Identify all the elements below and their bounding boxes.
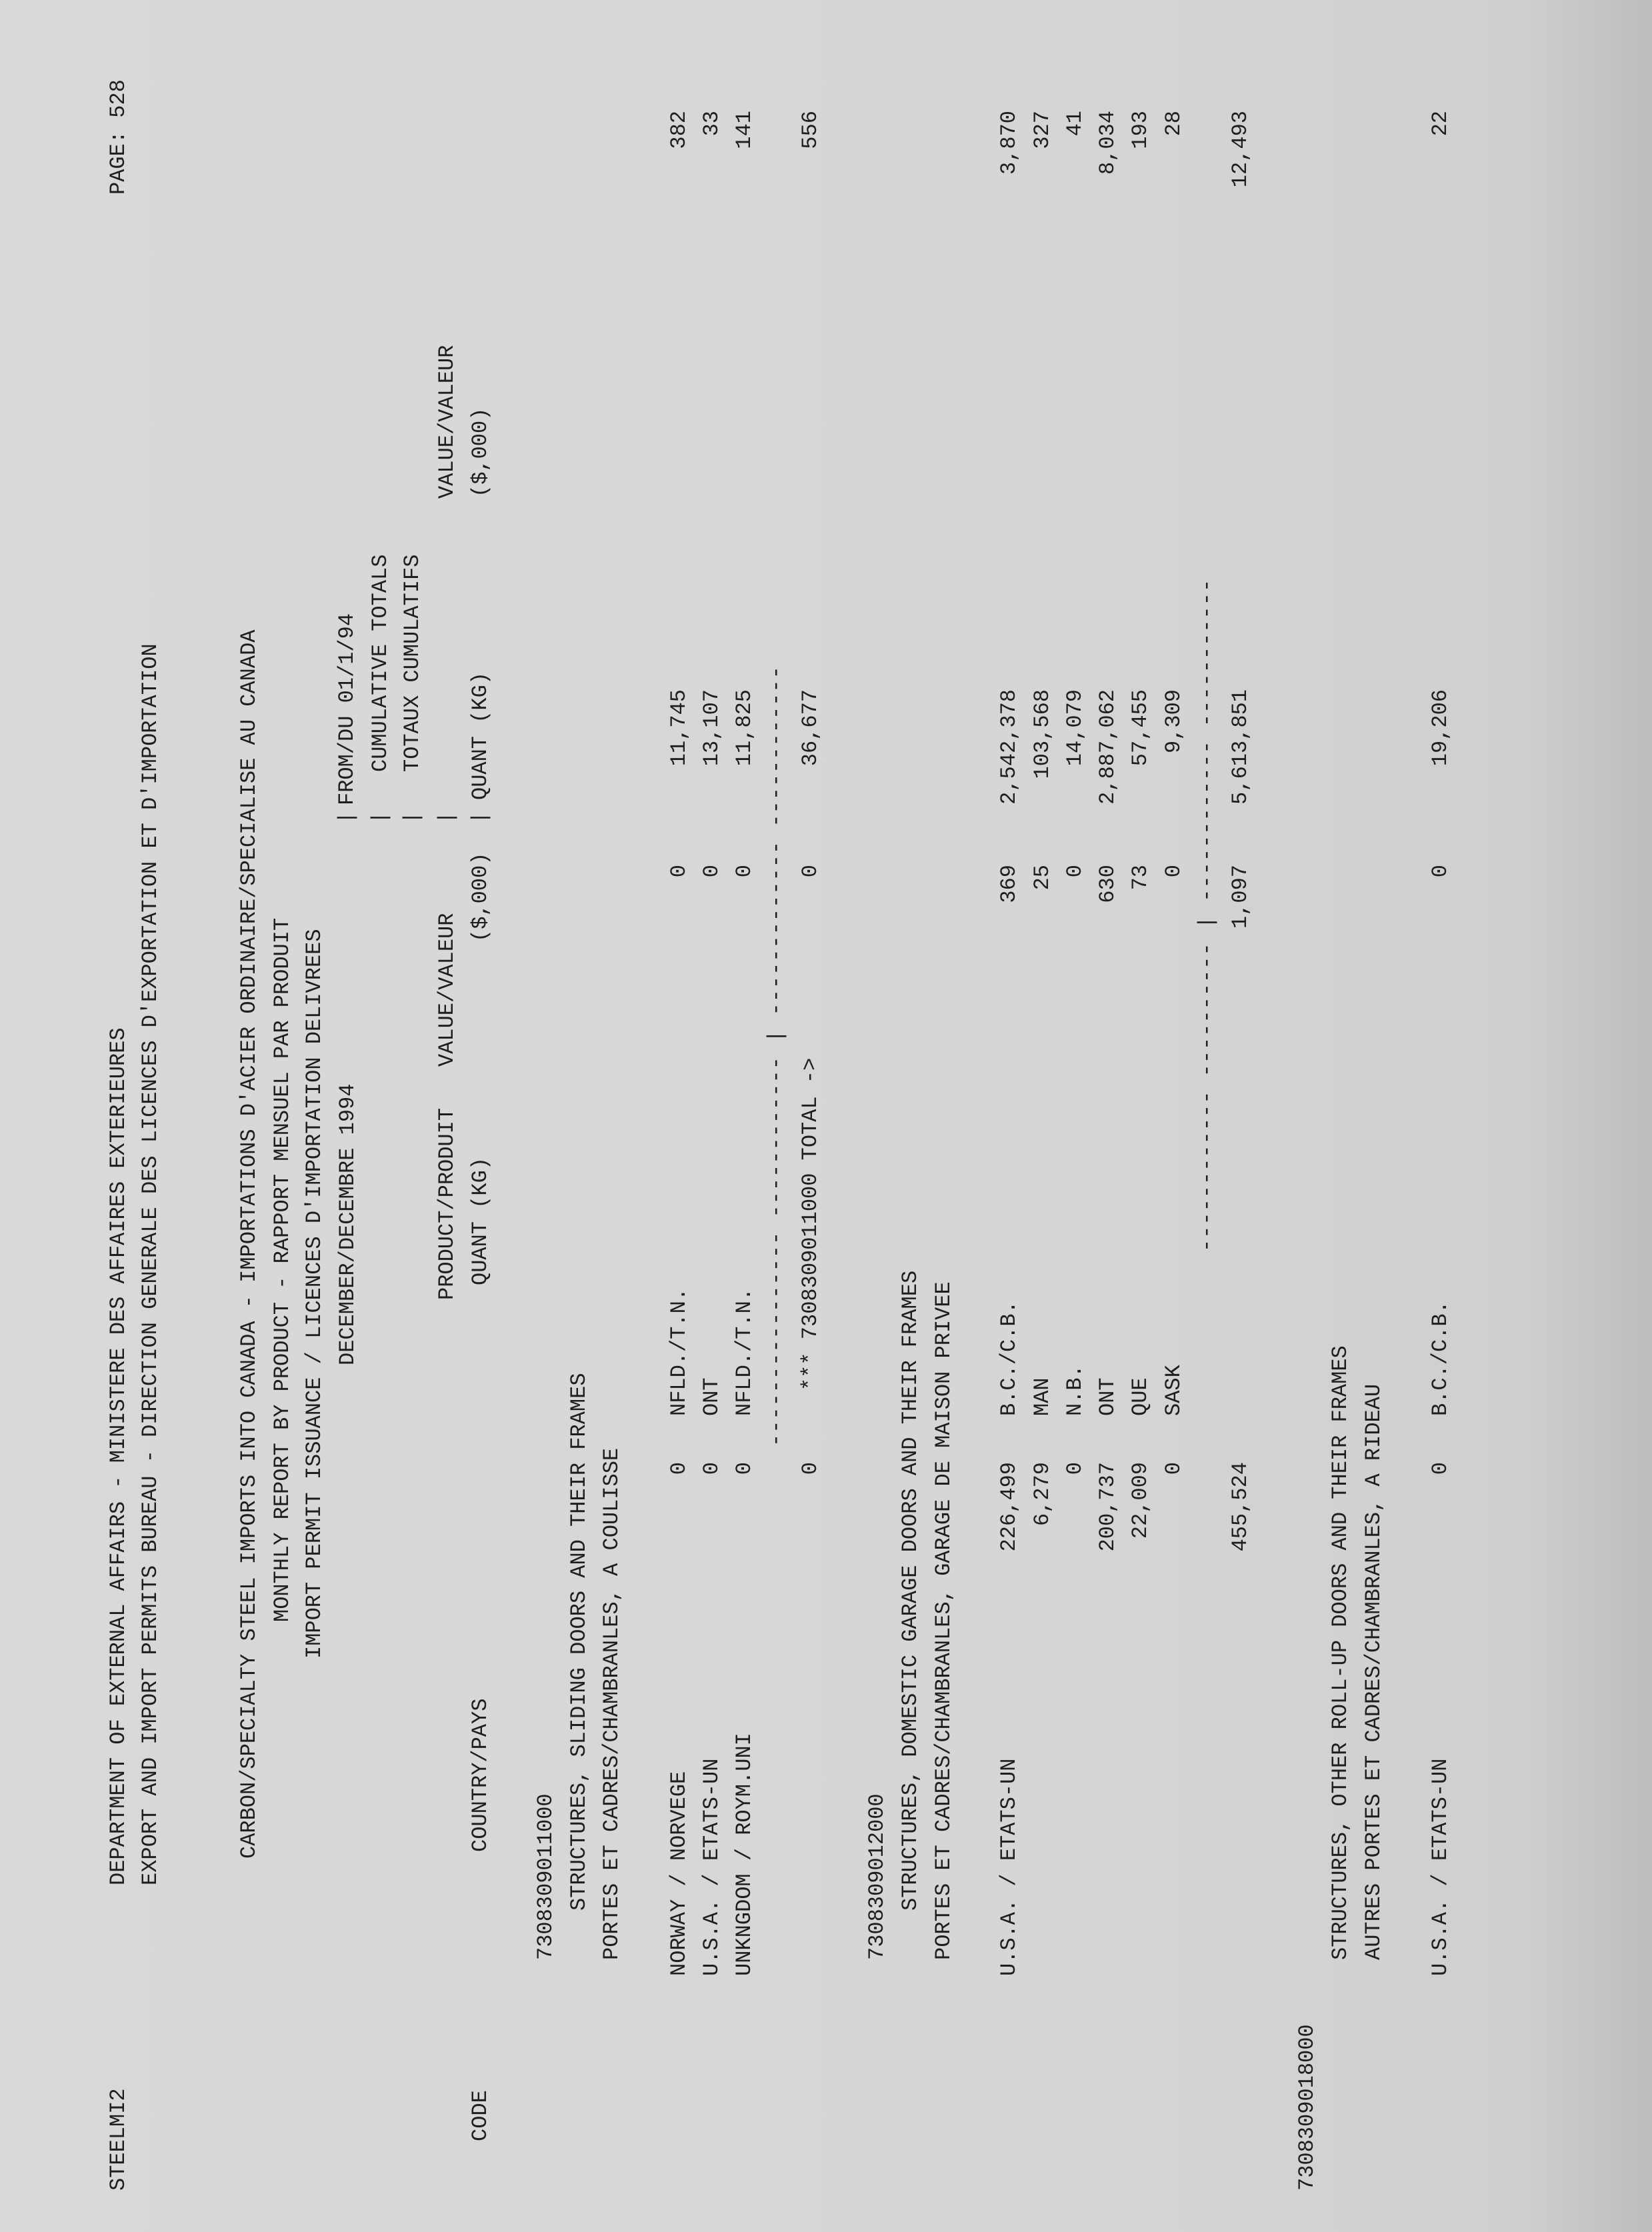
total-value: 0 [798, 865, 823, 878]
total-separator: ---------------- ------------ | ------------- ------------ [764, 665, 789, 1447]
col-cum-quant: QUANT (KG) [468, 671, 493, 800]
col-cum-value: VALUE/VALEUR [435, 345, 459, 499]
row-cum-quant: 19,206 [1428, 689, 1453, 767]
row-cum-value: 41 [1063, 111, 1087, 137]
row-quant: 0 [732, 1462, 757, 1475]
row-cum-quant: 2,887,062 [1095, 689, 1120, 805]
row-quant: 22,009 [1128, 1462, 1153, 1539]
col-from: FROM/DU 01/1/94 [335, 613, 359, 805]
page-number: PAGE: 528 [106, 79, 131, 195]
title-line-4: DECEMBER/DECEMBRE 1994 [335, 1083, 360, 1365]
section-code: 7308309012000 [865, 1793, 889, 1960]
row-cum-quant: 13,107 [699, 689, 724, 767]
row-province: N.B. [1063, 1365, 1087, 1416]
section-desc-fr: AUTRES PORTES ET CADRES/CHAMBRANLES, A RIDEAU [1361, 1383, 1386, 1960]
title-line-3: IMPORT PERMIT ISSUANCE / LICENCES D'IMPORTATION DELIVREES [302, 929, 327, 1659]
row-country: U.S.A. / ETATS-UN [699, 1758, 724, 1976]
bar-5: | [468, 811, 493, 824]
row-cum-value: 193 [1128, 111, 1153, 149]
row-value: 0 [1428, 865, 1453, 878]
row-value: 25 [1030, 865, 1055, 891]
row-quant: 0 [699, 1462, 724, 1475]
report-id: STEELMI2 [106, 2088, 131, 2191]
row-quant: 0 [667, 1462, 691, 1475]
bar-3: | [400, 811, 425, 824]
row-cum-value: 33 [699, 111, 724, 137]
total-cum-quant: 36,677 [798, 689, 823, 767]
row-quant: 6,279 [1030, 1462, 1055, 1527]
col-cumulative: CUMULATIVE TOTALS [368, 554, 393, 772]
bar-1: | [335, 811, 359, 824]
section-desc-fr: PORTES ET CADRES/CHAMBRANLES, GARAGE DE MAISON PRIVEE [931, 1281, 956, 1960]
col-value: VALUE/VALEUR [435, 913, 459, 1067]
col-quant: QUANT (KG) [468, 1157, 493, 1285]
row-province: ONT [699, 1377, 724, 1416]
row-province: NFLD./T.N. [667, 1287, 691, 1416]
row-country: NORWAY / NORVEGE [667, 1771, 691, 1976]
total-separator: ------------ ---------- | ------------ ----------- [1195, 578, 1219, 1252]
bar-2: | [368, 811, 393, 824]
row-cum-value: 8,034 [1095, 111, 1120, 175]
col-cum-value-unit: ($,000) [468, 407, 493, 497]
bar-4: | [435, 811, 459, 824]
section-code: 7308309018000 [1295, 2024, 1319, 2191]
row-cum-value: 22 [1428, 111, 1453, 137]
row-quant: 0 [1428, 1462, 1453, 1475]
row-country: U.S.A. / ETATS-UN [997, 1758, 1021, 1976]
col-code: CODE [468, 2090, 493, 2141]
row-cum-value: 28 [1161, 111, 1186, 137]
row-cum-value: 382 [667, 111, 691, 149]
total-quant: 0 [798, 1462, 823, 1475]
section-desc-en: STRUCTURES, OTHER ROLL-UP DOORS AND THEIR FRAMES [1328, 1345, 1353, 1960]
total-cum-quant: 5,613,851 [1228, 689, 1253, 805]
row-province: QUE [1128, 1377, 1153, 1416]
col-value-unit: ($,000) [468, 852, 493, 942]
row-cum-quant: 11,825 [732, 689, 757, 767]
col-country: COUNTRY/PAYS [468, 1698, 493, 1852]
col-product: PRODUCT/PRODUIT [435, 1107, 459, 1300]
total-cum-value: 556 [798, 111, 823, 149]
total-quant: 455,524 [1228, 1462, 1253, 1552]
row-cum-quant: 103,568 [1030, 689, 1055, 779]
row-quant: 0 [1161, 1462, 1186, 1475]
total-cum-value: 12,493 [1228, 111, 1253, 188]
row-value: 0 [667, 865, 691, 878]
row-value: 0 [699, 865, 724, 878]
section-desc-en: STRUCTURES, SLIDING DOORS AND THEIR FRAMES [567, 1373, 591, 1911]
row-cum-quant: 9,309 [1161, 689, 1186, 754]
row-value: 630 [1095, 865, 1120, 903]
row-cum-quant: 11,745 [667, 689, 691, 767]
section-desc-en: STRUCTURES, DOMESTIC GARAGE DOORS AND THEIR FRAMES [898, 1270, 923, 1911]
row-province: NFLD./T.N. [732, 1287, 757, 1416]
row-value: 0 [1161, 865, 1186, 878]
total-value: 1,097 [1228, 865, 1253, 929]
col-totaux: TOTAUX CUMULATIFS [400, 554, 425, 772]
row-cum-value: 141 [732, 111, 757, 149]
row-quant: 200,737 [1095, 1462, 1120, 1552]
row-cum-quant: 14,079 [1063, 689, 1087, 767]
row-value: 369 [997, 865, 1021, 903]
row-country: UNKNGDOM / ROYM.UNI [732, 1733, 757, 1976]
row-quant: 0 [1063, 1462, 1087, 1475]
row-value: 0 [1063, 865, 1087, 878]
total-label: *** 7308309011000 TOTAL -> [798, 1057, 823, 1391]
section-desc-fr: PORTES ET CADRES/CHAMBRANLES, A COULISSE [599, 1447, 624, 1960]
row-value: 73 [1128, 865, 1153, 891]
section-code: 7308309011000 [533, 1793, 558, 1960]
title-line-1: CARBON/SPECIALTY STEEL IMPORTS INTO CANADA - IMPORTATIONS D'ACIER ORDINAIRE/SPECIALISE AU CANADA [237, 629, 261, 1859]
row-cum-quant: 2,542,378 [997, 689, 1021, 805]
row-province: ONT [1095, 1377, 1120, 1416]
row-province: B.C./C.B. [1428, 1301, 1453, 1416]
bureau-line: EXPORT AND IMPORT PERMITS BUREAU - DIRECTION GENERALE DES LICENCES D'EXPORTATION ET D'IMPORTATION [138, 643, 163, 1885]
row-country: U.S.A. / ETATS-UN [1428, 1758, 1453, 1976]
dept-line: DEPARTMENT OF EXTERNAL AFFAIRS - MINISTERE DES AFFAIRES EXTERIEURES [106, 1027, 131, 1885]
row-province: B.C./C.B. [997, 1301, 1021, 1416]
row-value: 0 [732, 865, 757, 878]
row-cum-value: 327 [1030, 111, 1055, 149]
row-cum-quant: 57,455 [1128, 689, 1153, 767]
title-line-2: MONTHLY REPORT BY PRODUCT - RAPPORT MENSUEL PAR PRODUIT [270, 917, 295, 1622]
row-province: SASK [1161, 1365, 1186, 1416]
row-cum-value: 3,870 [997, 111, 1021, 175]
row-province: MAN [1030, 1377, 1055, 1416]
row-quant: 226,499 [997, 1462, 1021, 1552]
